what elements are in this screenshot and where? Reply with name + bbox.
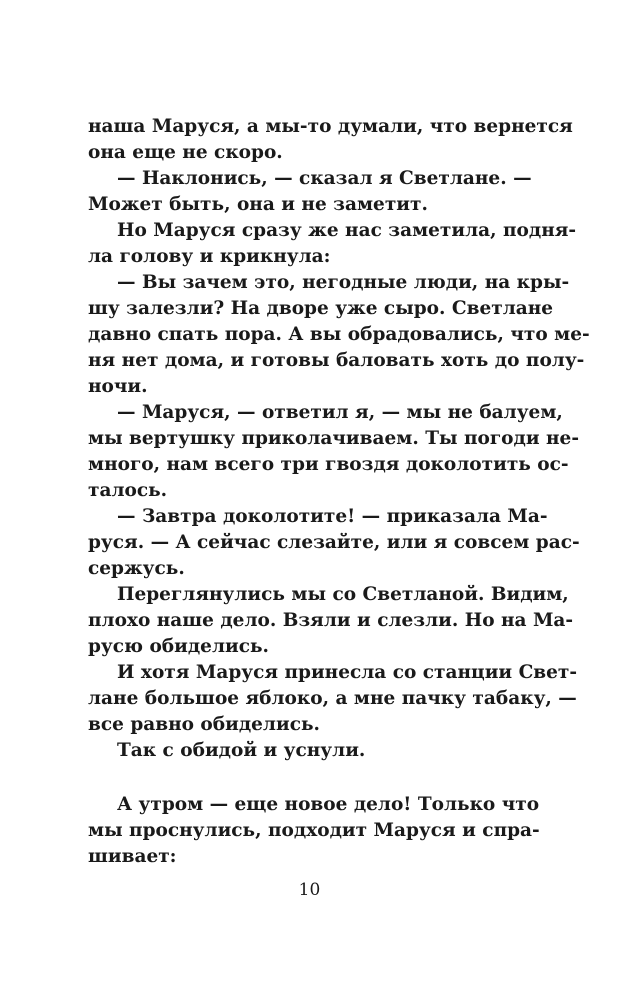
text-line: Переглянулись мы со Светланой. Видим, xyxy=(117,584,569,605)
text-line: — Наклонись, — сказал я Светлане. — xyxy=(117,168,532,189)
text-line: талось. xyxy=(88,480,168,501)
text-line: лане большое яблоко, а мне пачку табаку, — xyxy=(88,688,577,709)
text-line: она еще не скоро. xyxy=(88,142,283,163)
text-line: наша Маруся, а мы-то думали, что вернется xyxy=(88,116,573,137)
text-line: А утром — еще новое дело! Только что xyxy=(117,794,540,815)
text-line: давно спать пора. А вы обрадовались, что ме- xyxy=(88,324,590,345)
paragraph-gap xyxy=(88,764,530,792)
text-line: мы вертушку приколачиваем. Ты погоди не- xyxy=(88,428,579,449)
text-line: много, нам всего три гвоздя доколотить ос- xyxy=(88,454,569,475)
text-line: шивает: xyxy=(88,846,177,867)
text-line: И хотя Маруся принесла со станции Свет- xyxy=(117,662,578,683)
text-line: руся. — А сейчас слезайте, или я совсем рас- xyxy=(88,532,580,553)
text-line: ла голову и крикнула: xyxy=(88,246,331,267)
text-line: мы проснулись, подходит Маруся и спра- xyxy=(88,820,540,841)
text-line: — Завтра доколотите! — приказала Ма- xyxy=(117,506,548,527)
text-line: ночи. xyxy=(88,376,148,397)
text-line: все равно обиделись. xyxy=(88,714,320,735)
text-body xyxy=(88,114,590,870)
text-line: плохо наше дело. Взяли и слезли. Но на Ма- xyxy=(88,610,574,631)
text-line: шу залезли? На дворе уже сыро. Светлане xyxy=(88,298,554,319)
text-line: Может быть, она и не заметит. xyxy=(88,194,428,215)
text-line: Так с обидой и уснули. xyxy=(117,740,366,761)
text-line: ня нет дома, и готовы баловать хоть до полу- xyxy=(88,350,585,371)
page-number: 10 xyxy=(298,880,321,900)
text-line: — Маруся, — ответил я, — мы не балуем, xyxy=(117,402,563,423)
text-line: русю обиделись. xyxy=(88,636,269,657)
text-line: Но Маруся сразу же нас заметила, подня- xyxy=(117,220,577,241)
text-line: — Вы зачем это, негодные люди, на кры- xyxy=(117,272,570,293)
text-line: сержусь. xyxy=(88,558,185,579)
